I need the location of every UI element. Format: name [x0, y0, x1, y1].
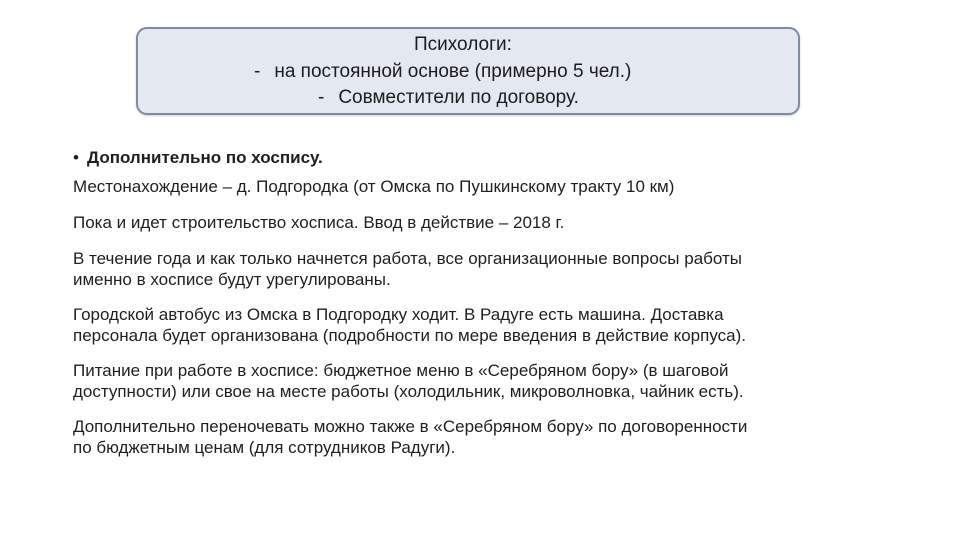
psychologists-callout-box	[136, 27, 800, 115]
paragraph-location	[73, 176, 903, 197]
paragraph-line: Местонахождение – д. Подгородка (от Омска по Пушкинскому тракту 10 км)	[73, 177, 675, 196]
paragraph-line: В течение года и как только начнется работа, все организационные вопросы работы	[73, 249, 742, 268]
paragraph-accommodation	[73, 416, 903, 458]
paragraph-line: доступности) или свое на месте работы (холодильник, микроволновка, чайник есть).	[73, 382, 744, 401]
callout-item-text: Совместители по договору.	[338, 87, 579, 108]
callout-title: Психологи:	[414, 34, 512, 55]
paragraph-meals	[73, 360, 903, 402]
callout-item-dash: -	[254, 61, 261, 82]
callout-item-permanent	[254, 60, 631, 84]
paragraph-line: Дополнительно переночевать можно также в «Серебряном бору» по договоренности	[73, 417, 748, 436]
bullet-heading	[73, 147, 903, 168]
bullet-heading-text: Дополнительно по хоспису.	[87, 148, 323, 167]
callout-item-dash: -	[318, 87, 325, 108]
paragraph-line: Городской автобус из Омска в Подгородку ходит. В Радуге есть машина. Доставка	[73, 305, 724, 324]
paragraph-organization	[73, 248, 903, 290]
callout-item-text: на постоянной основе (примерно 5 чел.)	[274, 61, 632, 82]
paragraph-construction	[73, 212, 903, 233]
paragraph-line: Пока и идет строительство хосписа. Ввод в действие – 2018 г.	[73, 213, 565, 232]
hospice-details-text	[73, 147, 903, 472]
paragraph-line: по бюджетным ценам (для сотрудников Радуги).	[73, 438, 456, 457]
paragraph-line: именно в хосписе будут урегулированы.	[73, 270, 391, 289]
paragraph-transport	[73, 304, 903, 346]
paragraph-line: Питание при работе в хосписе: бюджетное меню в «Серебряном бору» (в шаговой	[73, 361, 729, 380]
bullet-icon: •	[73, 148, 79, 167]
paragraph-line: персонала будет организована (подробности по мере введения в действие корпуса).	[73, 326, 746, 345]
callout-item-contract	[318, 86, 579, 110]
